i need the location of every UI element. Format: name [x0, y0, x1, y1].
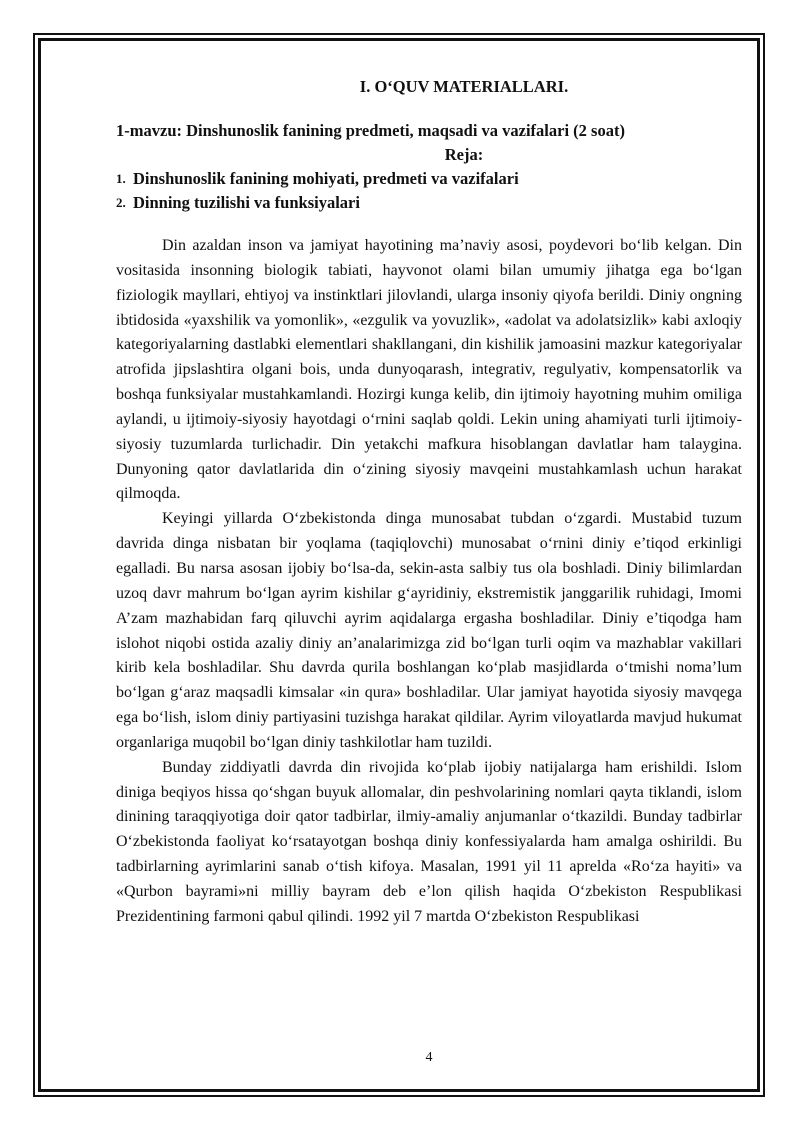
- topic-heading: 1-mavzu: Dinshunoslik fanining predmeti, maqsadi va vazifalari (2 soat): [116, 121, 625, 140]
- plan-item: [116, 167, 742, 191]
- plan-item-number: 2.: [116, 195, 126, 210]
- page-number: 4: [425, 1050, 433, 1065]
- body-paragraph: Bunday ziddiyatli davrda din rivojida ko‘plab ijobiy natijalarga ham erishildi. Islom diniga beqiyos hissa qo‘shgan buyuk allomalar, din peshvolarining nomlari qayta tiklandi, islom dinining taraqqiyotiga doir qator tadbirlar, ilmiy-amaliy anjumanlar o‘tkazildi. Bunday tadbirlar O‘zbekistonda faoliyat ko‘rsatayotgan boshqa diniy konfessiyalarda ham amalga oshirildi. Bu tadbirlarning ayrimlarini sanab o‘tish kifoya. Masalan, 1991 yil 11 aprelda «Ro‘za hayiti» va «Qurbon bayrami»ni milliy bayram deb e’lon qilish haqida O‘zbekiston Respublikasi Prezidentining farmoni qabul qilindi. 1992 yil 7 martda O‘zbekiston Respublikasi: [116, 758, 742, 925]
- plan-item-text: Dinning tuzilishi va funksiyalari: [133, 193, 360, 212]
- plan-item-number: 1.: [116, 171, 126, 186]
- section-title: I. O‘QUV MATERIALLARI.: [359, 77, 569, 96]
- plan-list: [116, 167, 742, 215]
- body-paragraph: Din azaldan inson va jamiyat hayotining ma’naviy asosi, poydevori bo‘lib kelgan. Din vositasida insonning biologik tabiati, hayvonot olami bilan umumiy jihatga ega bo‘lgan fiziologik mayllari, ehtiyoj va instinktlari jilovlandi, ularga insoniy qiyofa berildi. Diniy ongning ibtidosida «yaxshilik va yomonlik», «ezgulik va yovuzlik», «adolat va adolatsizlik» kabi axloqiy kategoriyalarning dastlabki elementlari shakllangani, din kishilik jamoasini mazkur kategoriyalar atrofida jipslashtira olgani bois, unda dunyoqarash, integrativ, regulyativ, kompensatorlik va boshqa funksiyalar mustahkamlandi. Hozirgi kunga kelib, din ijtimoiy hayotning muhim omiliga aylandi, u ijtimoiy-siyosiy hayotdagi o‘rnini saqlab qoldi. Lekin uning ahamiyati turli ijtimoiy-siyosiy tuzumlarda turlichadir. Din yetakchi mafkura hisoblangan davlatlar ham talaygina. Dunyoning qator davlatlarida din o‘zining siyosiy mavqeini mustahkamlash uchun harakat qilmoqda.: [116, 237, 742, 503]
- body-paragraph: Keyingi yillarda O‘zbekistonda dinga munosabat tubdan o‘zgardi. Mustabid tuzum davrida dinga nisbatan bir yoqlama (taqiqlovchi) munosabat o‘rnini diniy e’tiqod erkinligi egalladi. Bu narsa asosan ijobiy bo‘lsa-da, sekin-asta salbiy tus ola boshladi. Diniy bilimlardan uzoq davr mahrum bo‘lgan ayrim kishilar g‘ayridiniy, ekstremistik janggarilik ruhidagi, Imomi A’zam mazhabidan farq qiluvchi ayrim aqidalarga ergasha boshladilar. Diniy e’tiqodga ham islohot niqobi ostida azaliy diniy an’analarimizga zid bo‘lgan turli oqim va mazhablar vakillari kirib kela boshladilar. Shu davrda qurila boshlangan ko‘plab masjidlarda o‘tmishi noma’lum bo‘lgan g‘araz maqsadli kimsalar «in qura» boshladilar. Ular jamiyat hayotida siyosiy mavqega ega bo‘lish, islom diniy partiyasini tuzishga harakat qildilar. Ayrim viloyatlarda mavjud hukumat organlariga muqobil bo‘lgan diniy tashkilotlar ham tuzildi.: [116, 510, 742, 751]
- document-body: [116, 75, 742, 930]
- plan-item-text: Dinshunoslik fanining mohiyati, predmeti va vazifalari: [133, 169, 519, 188]
- plan-heading: Reja:: [444, 145, 484, 164]
- plan-item: [116, 191, 742, 215]
